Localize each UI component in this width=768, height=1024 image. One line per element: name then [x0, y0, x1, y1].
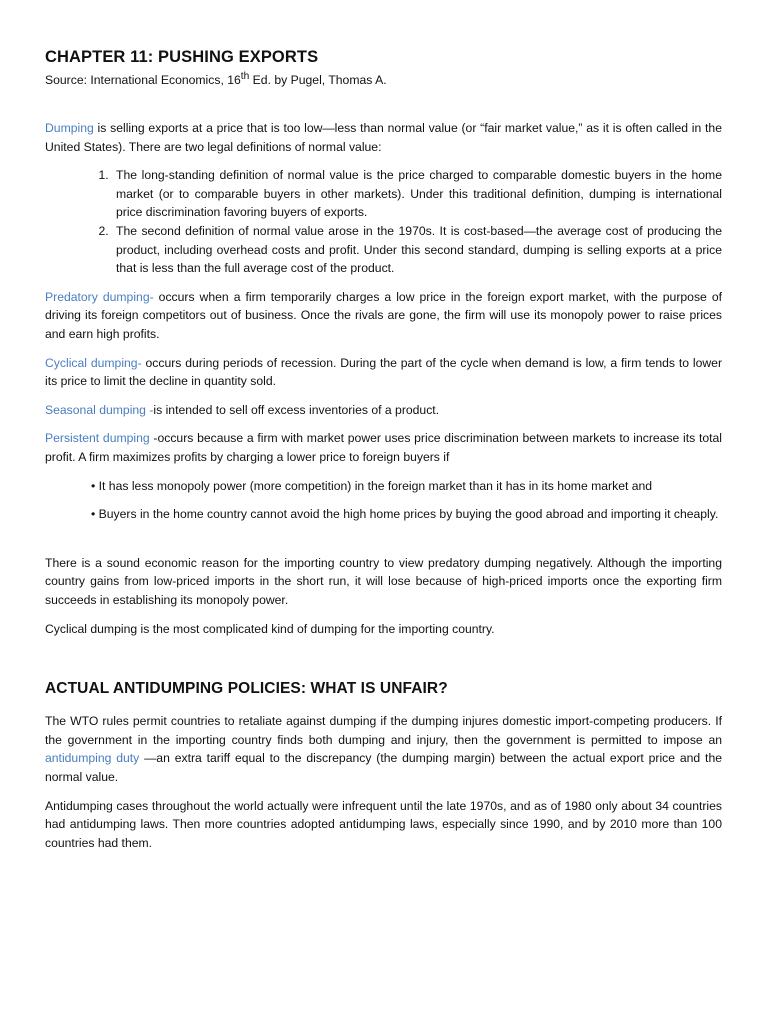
- source-suffix: Ed. by Pugel, Thomas A.: [249, 73, 387, 88]
- seasonal-paragraph: [45, 401, 722, 420]
- source-line: [45, 71, 722, 87]
- bullet-item: • Buyers in the home country cannot avoid the high home prices by buying the good abroad and importing it cheaply.: [91, 507, 719, 522]
- definitions-list: [45, 166, 722, 278]
- chapter-title: CHAPTER 11: PUSHING EXPORTS: [45, 48, 319, 66]
- term-dumping: Dumping: [45, 121, 94, 136]
- dumping-paragraph: [45, 119, 722, 156]
- source-prefix: Source: International Economics, 16: [45, 73, 241, 88]
- wto-text-before: The WTO rules permit countries to retaliate against dumping if the dumping injures domestic import-competing producers. If the government in the importing country finds both dumping and injury, then the government is permitted to impose an: [45, 714, 722, 747]
- cyclical-paragraph: [45, 354, 722, 391]
- seasonal-text: is intended to sell off excess inventories of a product.: [153, 402, 440, 417]
- bullet-item: • It has less monopoly power (more competition) in the foreign market than it has in its home market and: [91, 478, 653, 493]
- predatory-text: occurs when a firm temporarily charges a low price in the foreign export market, with the purpose of driving its foreign competitors out of business. Once the rivals are gone, the firm will use its monopoly power to raise prices and earn high profits.: [45, 289, 722, 341]
- dumping-text: is selling exports at a price that is too low—less than normal value (or “fair market value,” as it is often called in the United States). There are two legal definitions of normal value:: [45, 121, 722, 154]
- wto-paragraph: [45, 712, 722, 786]
- section-title: ACTUAL ANTIDUMPING POLICIES: WHAT IS UNFAIR?: [45, 680, 448, 698]
- wto-text-after: —an extra tariff equal to the discrepancy (the dumping margin) between the actual export price and the normal value.: [45, 751, 722, 784]
- term-antidumping-duty: antidumping duty: [45, 751, 140, 766]
- spacer: [45, 534, 722, 554]
- history-paragraph: Antidumping cases throughout the world actually were infrequent until the late 1970s, and as of 1980 only about 34 countries had antidumping laws. Then more countries adopted antidumping laws, especially since 1990, and by 2010 more than 100 countries had them.: [45, 798, 722, 850]
- term-seasonal: Seasonal dumping -: [45, 402, 154, 417]
- predatory-reason-paragraph: There is a sound economic reason for the importing country to view predatory dumping negatively. Although the importing country gains from low-priced imports in the short run, it will lose because of high-priced imports once the exporting firm succeeds in establishing its monopoly power.: [45, 555, 722, 607]
- cyclical-text: occurs during periods of recession. During the part of the cycle when demand is low, a firm tends to lower its price to limit the decline in quantity sold.: [45, 355, 723, 389]
- persistent-text: -occurs because a firm with market power uses price discrimination between markets to increase its total profit. A firm maximizes profits by charging a lower price to foreign buyers if: [45, 431, 722, 464]
- term-persistent: Persistent dumping: [45, 431, 150, 446]
- term-predatory: Predatory dumping-: [45, 289, 154, 304]
- definition-item: 2. The second definition of normal value arose in the 1970s. It is cost-based—the average cost of producing the product, including overhead costs and profit. Under this second standard, dumping is selling exports at a price that is less than the full average cost of the product.: [112, 222, 722, 278]
- term-cyclical: Cyclical dumping-: [45, 355, 142, 370]
- predatory-paragraph: [45, 288, 722, 344]
- cyclical-note-paragraph: Cyclical dumping is the most complicated kind of dumping for the importing country.: [45, 621, 495, 636]
- definition-item: 1. The long-standing definition of normal value is the price charged to comparable domestic buyers in the home market (or to comparable buyers in other markets). Under this traditional definition, dumping is international price discrimination favoring buyers of exports.: [112, 166, 722, 222]
- persistent-paragraph: [45, 429, 722, 466]
- source-sup: th: [240, 71, 250, 82]
